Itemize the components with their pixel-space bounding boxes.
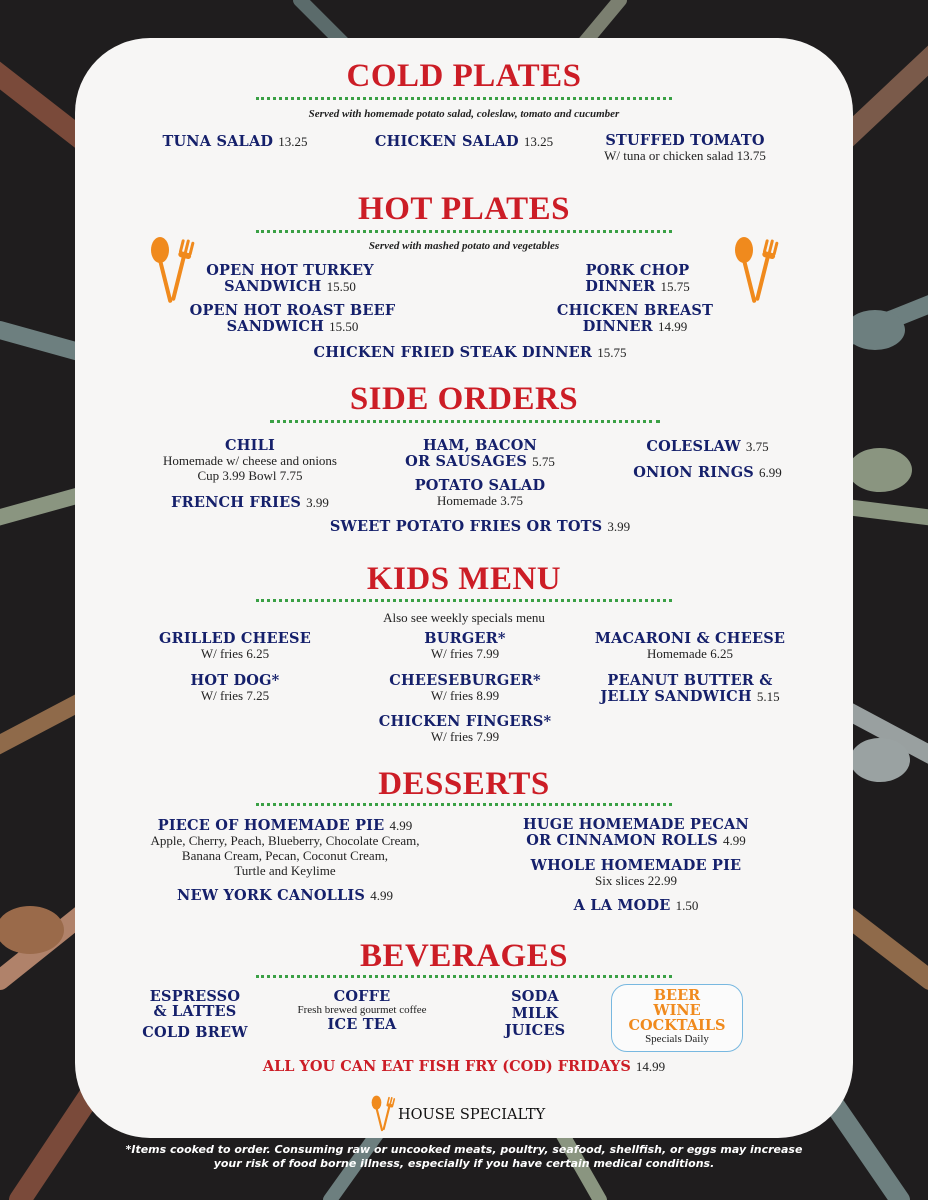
menu-item-whole-pie: WHOLE HOMEMADE PIE Six slices 22.99 [530,857,742,888]
divider [256,803,672,806]
menu-item-burger: BURGER* W/ fries 7.99 [424,630,506,661]
divider [256,975,672,978]
desserts-title: DESSERTS [378,766,550,802]
hot-plates-title: HOT PLATES [358,191,570,227]
menu-item-chicken-breast: CHICKEN BREAST DINNER 14.99 [556,302,714,335]
divider [256,97,672,100]
menu-item-stuffed-tomato: STUFFED TOMATO W/ tuna or chicken salad 13.75 [604,132,766,163]
divider [256,230,672,233]
menu-item-coleslaw: COLESLAW 3.75 [646,438,769,455]
footer-disclaimer-line2: your risk of food borne illness, especially if you have certain medical conditions. [213,1157,715,1170]
menu-item-a-la-mode: A LA MODE 1.50 [573,897,699,914]
menu-item-cheeseburger: CHEESEBURGER* W/ fries 8.99 [389,672,541,703]
spoon-fork-icon [148,236,196,306]
spoon-fork-icon [732,236,780,306]
menu-item-macaroni-cheese: MACARONI & CHEESE Homemade 6.25 [594,630,786,661]
side-orders-title: SIDE ORDERS [349,381,579,417]
menu-item-sweet-potato-fries: SWEET POTATO FRIES OR TOTS 3.99 [329,518,631,535]
divider [256,599,672,602]
fish-fry-special: ALL YOU CAN EAT FISH FRY (COD) FRIDAYS 14.99 [262,1058,666,1075]
beverages-title: BEVERAGES [359,938,569,974]
menu-item-potato-salad: POTATO SALAD Homemade 3.75 [414,477,546,508]
menu-item-tuna-salad: TUNA SALAD 13.25 [162,133,308,150]
menu-item-grilled-cheese: GRILLED CHEESE W/ fries 6.25 [159,630,311,661]
menu-item-pork-chop: PORK CHOP DINNER 15.75 [585,262,690,295]
menu-item-chicken-fingers: CHICKEN FINGERS* W/ fries 7.99 [378,713,552,744]
menu-item-open-hot-roast-beef: OPEN HOT ROAST BEEF SANDWICH 15.50 [189,302,396,335]
house-specialty-label: HOUSE SPECIALTY [398,1107,546,1123]
menu-item-chicken-fried-steak: CHICKEN FRIED STEAK DINNER 15.75 [313,344,627,361]
menu-item-espresso: ESPRESSO & LATTES COLD BREW [142,988,248,1041]
menu-item-peanut-butter-jelly: PEANUT BUTTER & JELLY SANDWICH 5.15 [600,672,780,705]
kids-menu-title: KIDS MENU [366,561,562,597]
cold-plates-subtitle: Served with homemade potato salad, coleslaw, tomato and cucumber [308,108,620,120]
menu-item-cinnamon-rolls: HUGE HOMEMADE PECAN OR CINNAMON ROLLS 4.99 [522,816,750,849]
menu-item-french-fries: FRENCH FRIES 3.99 [171,494,329,511]
menu-item-coffee: COFFE Fresh brewed gourmet coffee ICE TEA [297,988,427,1033]
menu-item-chili: CHILI Homemade w/ cheese and onions Cup 3.99 Bowl 7.75 [162,437,337,483]
menu-item-onion-rings: ONION RINGS 6.99 [633,464,782,481]
footer-disclaimer-line1: *Items cooked to order. Consuming raw or uncooked meats, poultry, seafood, shellfish, or eggs may increase [125,1143,803,1156]
hot-plates-subtitle: Served with mashed potato and vegetables [368,240,560,252]
menu-item-open-hot-turkey: OPEN HOT TURKEY SANDWICH 15.50 [206,262,374,295]
bar-specials-box: BEER WINE COCKTAILS Specials Daily [611,984,743,1052]
spoon-fork-icon [370,1095,396,1133]
divider [270,420,660,423]
menu-item-hot-dog: HOT DOG* W/ fries 7.25 [190,672,280,703]
menu-item-ham-bacon: HAM, BACON OR SAUSAGES 5.75 [405,437,555,470]
menu-item-soda: SODA MILK JUICES [504,988,566,1039]
cold-plates-title: COLD PLATES [346,58,582,94]
menu-item-canollis: NEW YORK CANOLLIS 4.99 [177,887,393,904]
menu-item-piece-of-pie: PIECE OF HOMEMADE PIE 4.99 Apple, Cherry, Peach, Blueberry, Chocolate Cream, Banana Cream, Pecan, Coconut Cream, Turtle and Keylime [150,817,420,878]
menu-item-chicken-salad: CHICKEN SALAD 13.25 [374,133,554,150]
kids-menu-note: Also see weekly specials menu [383,610,545,625]
